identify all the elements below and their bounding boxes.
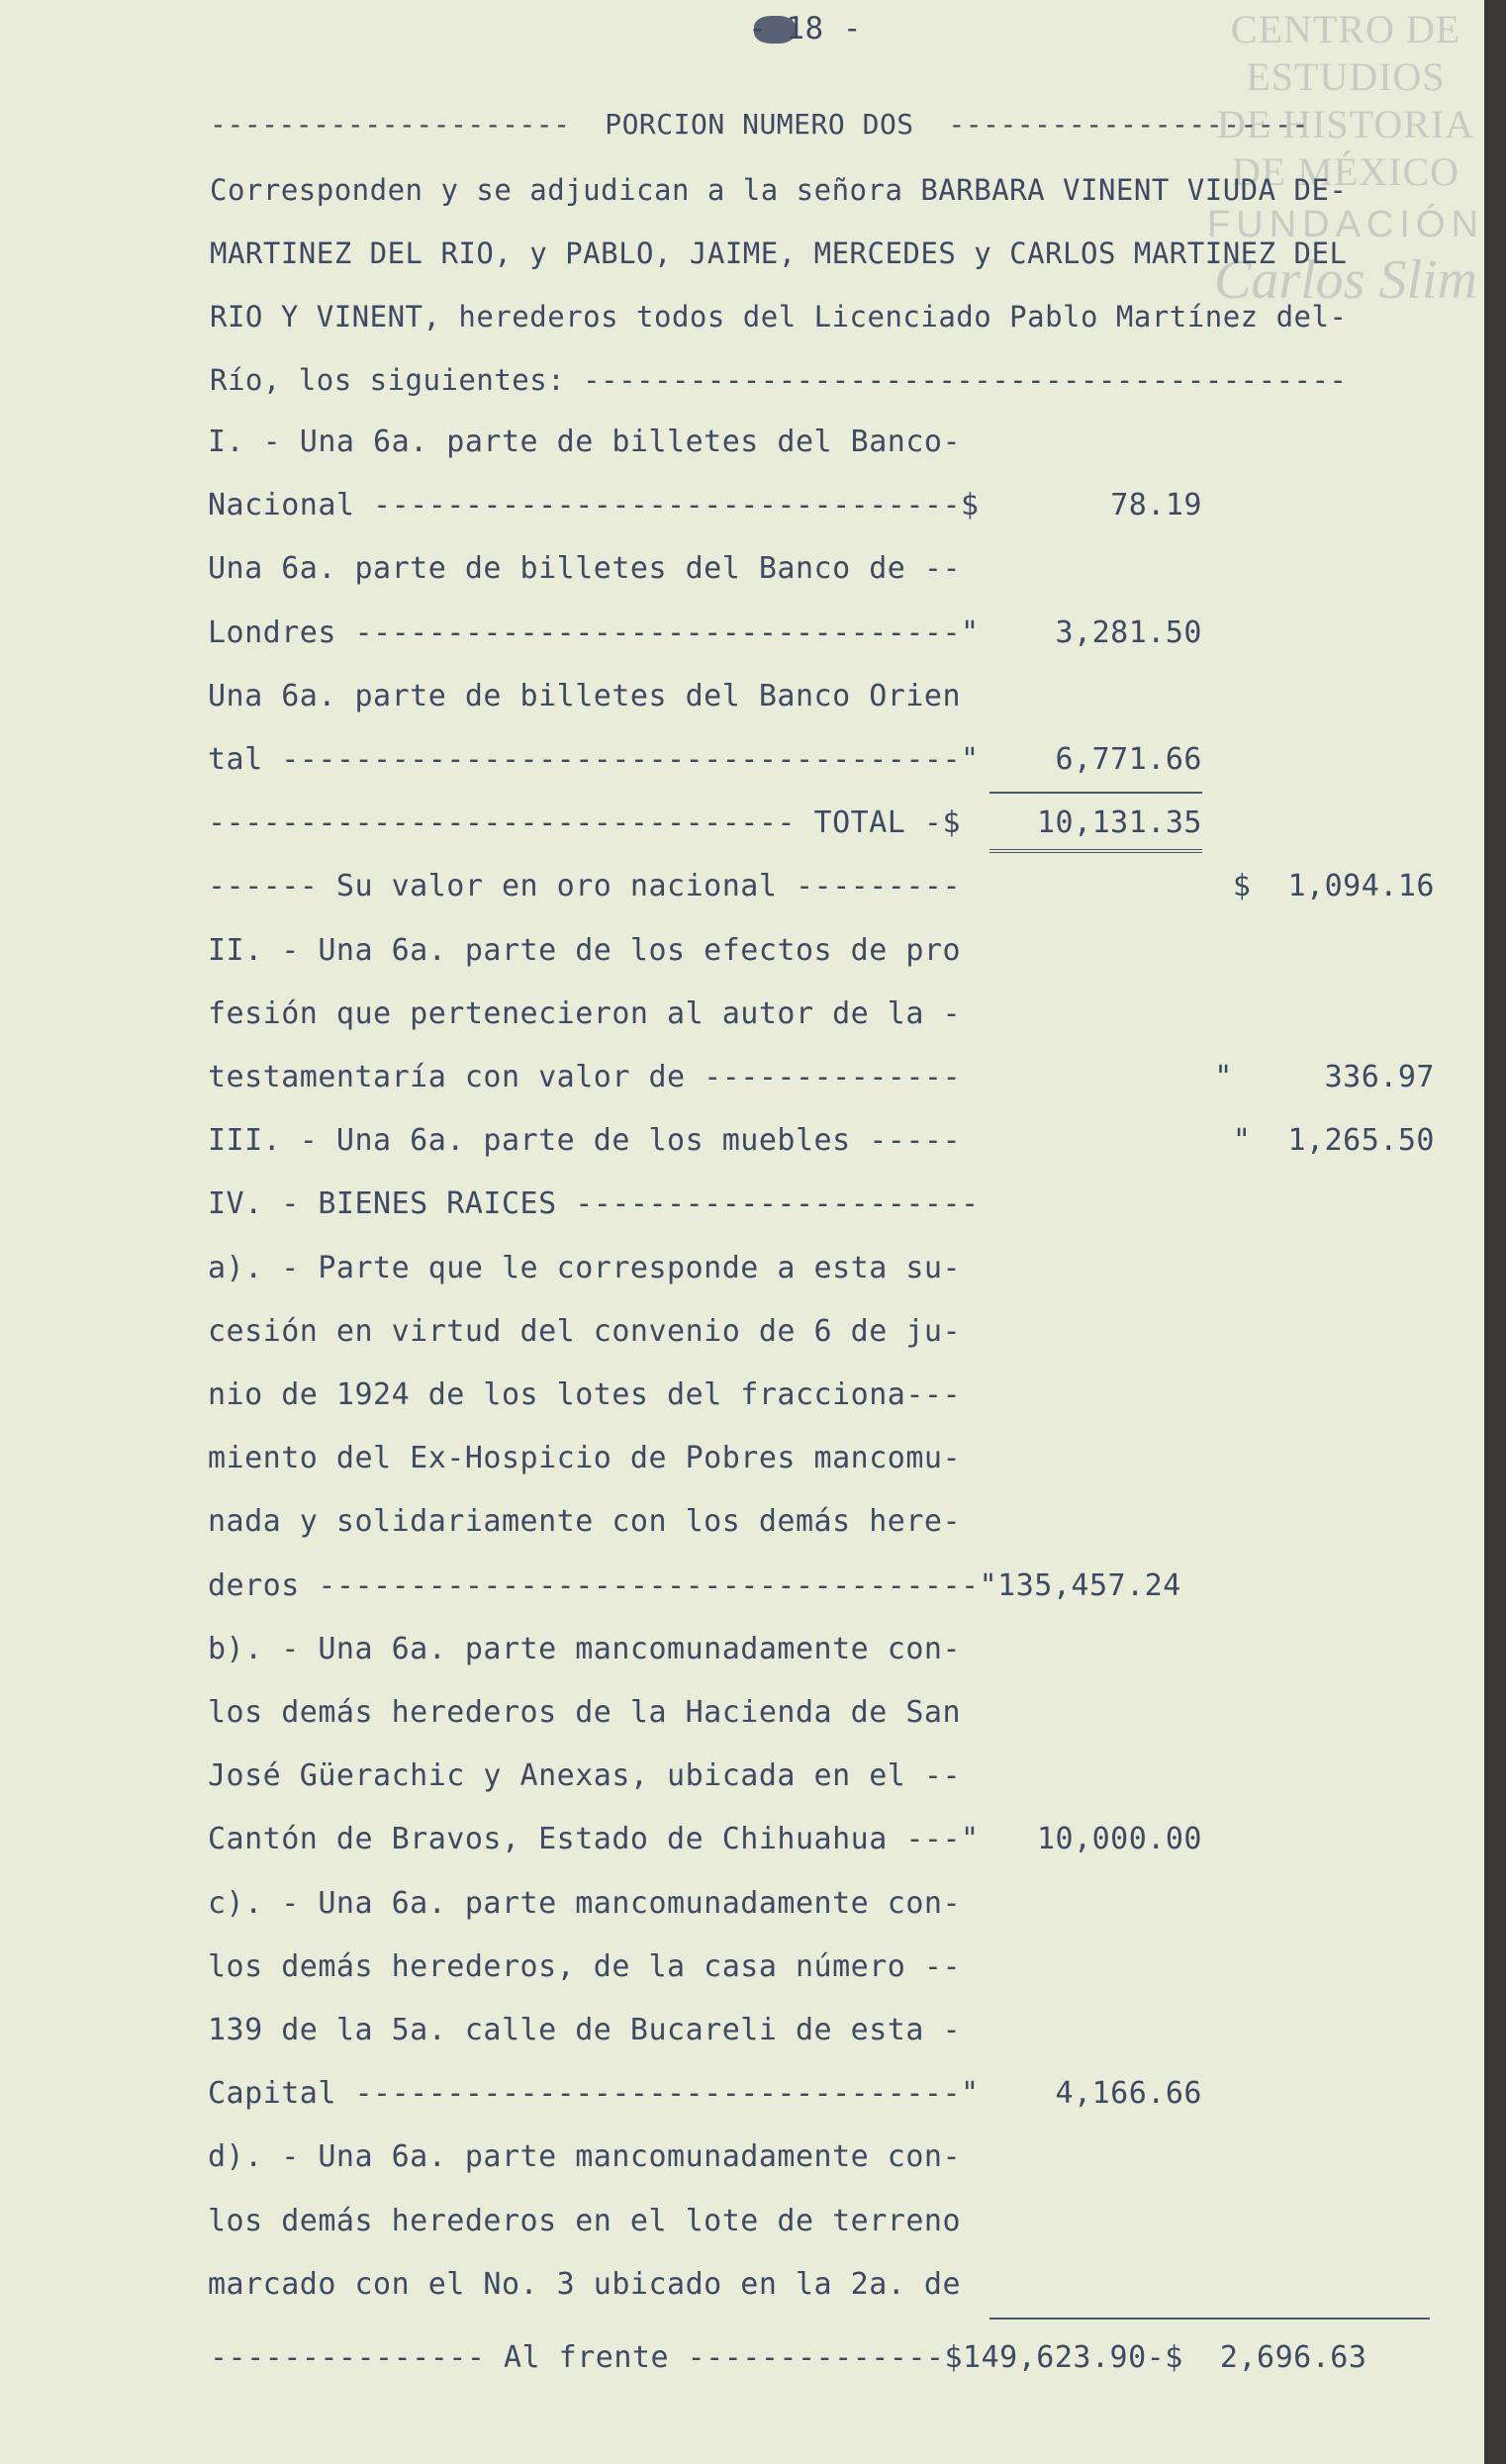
entry-total: " 336.97 — [1214, 1060, 1435, 1094]
watermark-signature: Carlos Slim — [1213, 249, 1478, 311]
entry-text: c). - Una 6a. parte mancomunadamente con- — [208, 1886, 962, 1921]
entry-text: Cantón de Bravos, Estado de Chihuahua ---" — [208, 1822, 980, 1856]
entry-amount: 10,000.00 — [1036, 1822, 1202, 1856]
entry-text: -------------------------------- TOTAL -$ — [208, 806, 962, 840]
entry-text: II. - Una 6a. parte de los efectos de pro — [208, 933, 962, 968]
section-header: --------------------- PORCION NUMERO DOS --------------------- — [210, 108, 1309, 141]
entry-text: nada y solidariamente con los demás here- — [208, 1504, 962, 1539]
entry-amount: 4,166.66 — [1055, 2076, 1202, 2111]
entry-text: I. - Una 6a. parte de billetes del Banco- — [208, 425, 962, 459]
entry-text: ------ Su valor en oro nacional --------- — [208, 869, 962, 903]
intro-line: Río, los siguientes: ------------------------------------------- — [210, 363, 1348, 397]
entry-text: nio de 1924 de los lotes del fracciona--- — [208, 1377, 962, 1412]
footer-rule — [989, 2318, 1430, 2320]
entry-text: fesión que pertenecieron al autor de la - — [208, 996, 962, 1031]
intro-line: RIO Y VINENT, herederos todos del Licenciado Pablo Martínez del- — [210, 300, 1348, 333]
entry-amount: 78.19 — [1110, 488, 1202, 522]
entry-text: los demás herederos, de la casa número -- — [208, 1949, 962, 1984]
entry-text: a). - Parte que le corresponde a esta su- — [208, 1251, 962, 1285]
entry-total: $ 1,094.16 — [1232, 869, 1435, 903]
page-number: - 18 - — [748, 11, 862, 47]
entry-text: los demás herederos en el lote de terreno — [208, 2204, 962, 2238]
entry-text: José Güerachic y Anexas, ubicada en el -- — [208, 1758, 962, 1793]
intro-line: MARTINEZ DEL RIO, y PABLO, JAIME, MERCEDES y CARLOS MARTINEZ DEL — [210, 237, 1348, 270]
entry-text: marcado con el No. 3 ubicado en la 2a. de — [208, 2267, 962, 2302]
entry-text: III. - Una 6a. parte de los muebles ----- — [208, 1123, 962, 1158]
watermark-line: DE HISTORIA — [1216, 102, 1475, 146]
entry-text: Una 6a. parte de billetes del Banco de -- — [208, 551, 962, 586]
entry-text: Londres ---------------------------------" — [208, 616, 980, 650]
entry-text: IV. - BIENES RAICES ---------------------- — [208, 1186, 980, 1221]
entry-text: miento del Ex-Hospicio de Pobres mancomu- — [208, 1441, 962, 1475]
subtotal-rule — [989, 792, 1202, 794]
entry-text: tal -------------------------------------" — [208, 742, 980, 777]
total-double-rule — [989, 849, 1202, 853]
entry-text: los demás herederos de la Hacienda de San — [208, 1695, 962, 1730]
intro-line: Corresponden y se adjudican a la señora BARBARA VINENT VIUDA DE- — [210, 173, 1348, 207]
entry-text: Nacional --------------------------------$ — [208, 488, 980, 522]
entry-text: deros ------------------------------------"135,457.24 — [208, 1568, 1181, 1603]
entry-text: 139 de la 5a. calle de Bucareli de esta - — [208, 2013, 962, 2047]
entry-text: Una 6a. parte de billetes del Banco Orien — [208, 679, 962, 713]
entry-total: " 1,265.50 — [1232, 1123, 1435, 1158]
entry-text: testamentaría con valor de -------------- — [208, 1060, 962, 1094]
entry-amount: 3,281.50 — [1055, 616, 1202, 650]
entry-amount: 10,131.35 — [1036, 806, 1202, 840]
entry-text: cesión en virtud del convenio de 6 de ju- — [208, 1314, 962, 1349]
watermark-line: DE MÉXICO — [1231, 149, 1460, 194]
entry-text: Capital ---------------------------------" — [208, 2076, 980, 2111]
watermark-line: ESTUDIOS — [1246, 54, 1446, 99]
watermark-fundacion: FUNDACIÓN — [1207, 204, 1484, 245]
entry-text: b). - Una 6a. parte mancomunadamente con- — [208, 1632, 962, 1666]
entry-amount: 6,771.66 — [1055, 742, 1202, 777]
carried-forward-line: --------------- Al frente --------------$149,623.90-$ 2,696.63 — [210, 2340, 1367, 2375]
page-edge — [1484, 0, 1506, 2464]
entry-text: d). - Una 6a. parte mancomunadamente con- — [208, 2139, 962, 2174]
watermark-line: CENTRO DE — [1230, 7, 1461, 51]
